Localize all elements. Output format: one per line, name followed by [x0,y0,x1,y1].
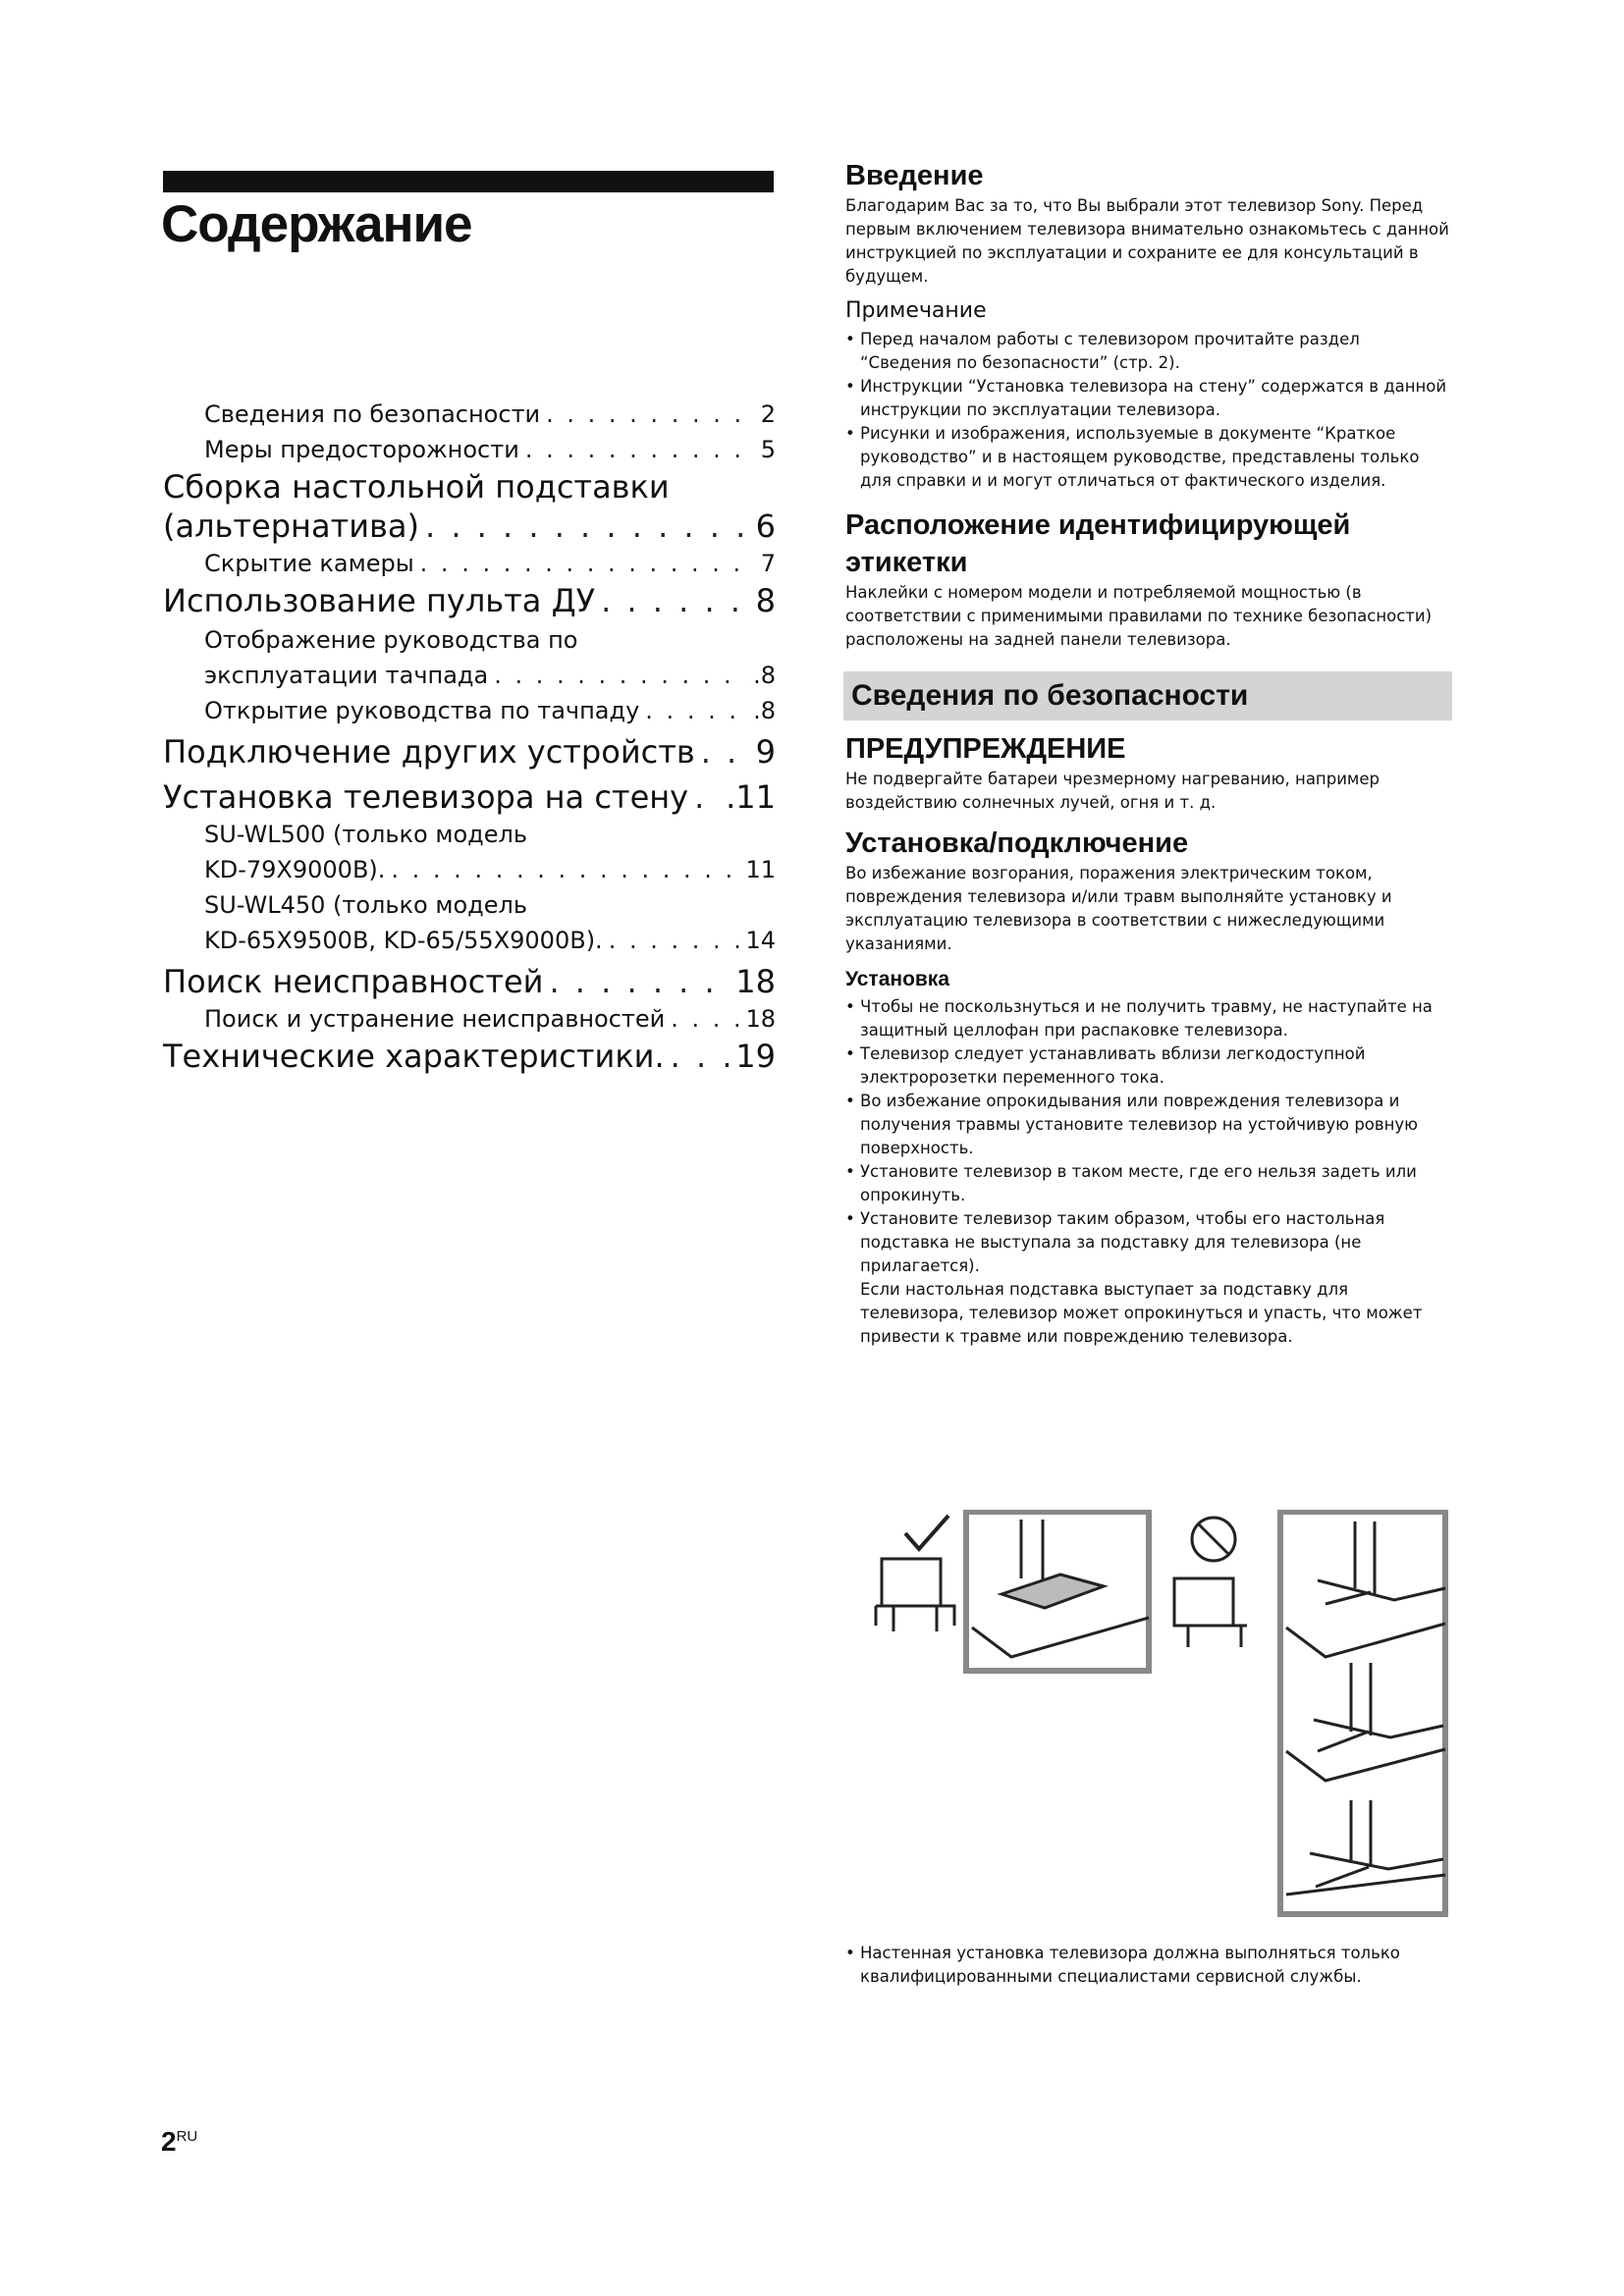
toc-entry-text: Меры предосторожности [204,436,519,463]
install-heading: Установка/подключение [845,828,1189,859]
intro-heading: Введение [845,160,984,191]
toc-entry[interactable] [163,622,776,693]
list-item: • Установите телевизор таким образом, чтобы его настольная подставка не выступала за подставку для телевизора (не прилагается). [845,1207,1452,1278]
toc-entry-page: 8 [755,582,776,619]
toc-entry-text: Сведения по безопасности [204,400,541,428]
toc-entry-page: 7 [760,550,776,577]
toc-entry[interactable] [163,467,776,546]
page-number [161,2126,197,2158]
toc-entry-text: Поиск неисправностей [163,963,544,1000]
toc-entry-text: Использование пульта ДУ [163,582,596,619]
toc-entry-text-line1: Сборка настольной подставки [163,468,670,506]
toc-entry[interactable] [163,432,776,467]
toc-entry[interactable] [163,777,776,817]
safety-band-title: Сведения по безопасности [851,679,1249,712]
toc-entry[interactable] [163,546,776,581]
toc-entry-page: .8 [753,662,776,689]
list-item: • Инструкции “Установка телевизора на стену” содержатся в данной инструкции по эксплуатации телевизора. [845,375,1452,422]
toc-entry-text: эксплуатации тачпада [204,662,489,689]
list-item: • Установите телевизор в таком месте, где его нельзя задеть или опрокинуть. [845,1160,1452,1207]
toc-entry[interactable] [163,581,776,620]
toc-entry-text-line1: Отображение руководства по [204,626,578,654]
toc-entry[interactable] [163,962,776,1001]
table-of-contents [163,397,776,1076]
toc-entry-page: 2 [760,400,776,428]
toc-entry-page: 18 [735,963,776,1000]
label-heading-line1: Расположение идентифицирующей [845,509,1351,541]
toc-entry-text: Скрытие камеры [204,550,414,577]
toc-entry-page: .8 [753,697,776,724]
warning-heading: ПРЕДУПРЕЖДЕНИЕ [845,733,1126,765]
label-heading [845,507,1452,581]
toc-entry-text-line1: SU-WL500 (только модель [204,821,527,848]
toc-entry-page: 5 [760,436,776,463]
intro-paragraph: Благодарим Вас за то, что Вы выбрали этот телевизор Sony. Перед первым включением телевизора внимательно ознакомьтесь с данной инструкцией по эксплуатации и сохраните ее для консультаций в будущем. [845,196,1449,286]
toc-entry[interactable] [163,887,776,958]
list-item: • Чтобы не поскользнуться и не получить травму, не наступайте на защитный целлофан при распаковке телевизора. [845,995,1452,1042]
toc-entry-text: (альтернатива) [163,507,419,545]
tv-stand-illustration [864,1510,1453,1924]
toc-entry-text: Подключение других устройств [163,733,695,771]
bullet-continuation: Если настольная подставка выступает за подставку для телевизора, телевизор может опрокинуться и упасть, что может привести к травме или повреждению телевизора. [860,1280,1423,1346]
toc-entry-text: KD-79X9000B). [204,856,386,883]
right-column [845,157,1452,1349]
toc-entry[interactable] [163,397,776,432]
toc-entry-page: 14 [745,927,776,954]
toc-entry[interactable] [163,1001,776,1037]
list-item: • Телевизор следует устанавливать вблизи легкодоступной электророзетки переменного тока. [845,1042,1452,1090]
toc-entry-text: Технические характеристики. [163,1038,665,1075]
bad-detail-frame [1280,1512,1445,1914]
toc-title: Содержание [161,195,472,253]
toc-entry-text: Установка телевизора на стену [163,778,689,816]
toc-entry-page: 18 [745,1005,776,1033]
toc-entry-page: 6 [755,507,776,545]
final-note [845,1942,1435,1989]
toc-entry-text: KD-65X9500B, KD-65/55X9000B). [204,927,603,954]
toc-entry-page: .11 [726,778,776,816]
note-list [845,328,1452,493]
label-heading-line2: этикетки [845,547,968,578]
install-list [845,995,1452,1278]
toc-entry[interactable] [163,817,776,887]
toc-entry-text-line1: SU-WL450 (только модель [204,891,527,919]
warning-text: Не подвергайте батареи чрезмерному нагреванию, например воздействию солнечных лучей, огня и т. д. [845,770,1380,812]
note-heading: Примечание [845,298,987,323]
toc-entry[interactable] [163,1037,776,1076]
toc-entry-page: 19 [735,1038,776,1075]
label-paragraph: Наклейки с номером модели и потребляемой мощностью (в соответствии с применимыми правилами по технике безопасности) расположены на задней панели телевизора. [845,583,1433,649]
toc-entry-page: 9 [755,733,776,771]
page-number-value: 2 [161,2126,177,2157]
list-item: • Настенная установка телевизора должна выполняться только квалифицированными специалистами сервисной службы. [845,1942,1435,1989]
title-rule [163,171,774,192]
toc-entry[interactable] [163,732,776,772]
toc-entry-text: Открытие руководства по тачпаду [204,697,640,724]
toc-entry-page: 11 [745,856,776,883]
list-item: • Перед началом работы с телевизором прочитайте раздел “Сведения по безопасности” (стр. 2). [845,328,1452,375]
page-lang: RU [176,2128,198,2145]
list-item: • Во избежание опрокидывания или повреждения телевизора и получения травмы установите телевизор на устойчивую ровную поверхность. [845,1090,1452,1160]
list-item: • Рисунки и изображения, используемые в документе “Краткое руководство” и в настоящем руководстве, представлены только для справки и и могут отличаться от фактического изделия. [845,422,1452,493]
safety-band [843,671,1452,721]
install-subheading: Установка [845,968,949,990]
toc-entry[interactable] [163,693,776,728]
check-mark-icon [905,1516,948,1549]
install-text: Во избежание возгорания, поражения электрическим током, повреждения телевизора и/или травм выполняйте установку и эксплуатацию телевизора в соответствии с нижеследующими указаниями. [845,864,1392,953]
toc-entry-text: Поиск и устранение неисправностей [204,1005,666,1033]
